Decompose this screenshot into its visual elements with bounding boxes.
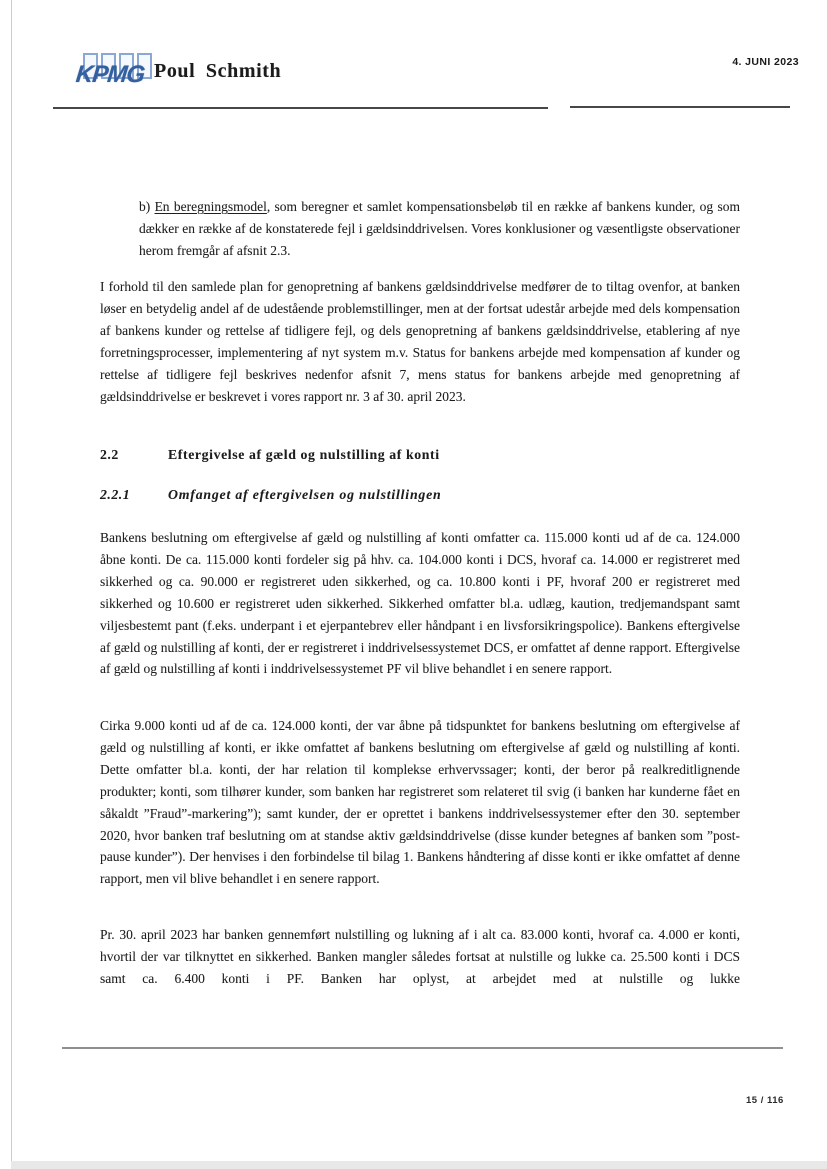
section-number: 2.2.1 — [100, 487, 131, 502]
firm-name: Poul Schmith — [154, 60, 282, 82]
list-item-b-underlined-text: En beregningsmodel — [154, 199, 267, 214]
paragraph-pr-30-april-2023: Pr. 30. april 2023 har banken gennemført nulstilling og lukning af i alt ca. 83.000 konti, hvoraf ca. 4.000 er konti, hvortil der var tilknyttet en sikkerhed. Banken mangler således fortsat at nulstille og lukke ca. 25.500 konti i DCS samt ca. 6.400 konti i PF. Banken har oplyst, at arbejdet med at nulstille og lukke — [100, 927, 740, 986]
list-item-b-marker: b) — [139, 199, 151, 214]
section-number: 2.2 — [100, 447, 119, 462]
section-title: Eftergivelse af gæld og nulstilling af konti — [168, 447, 440, 462]
kpmg-logo — [76, 52, 150, 92]
footer-rule — [62, 1047, 783, 1049]
section-heading-2-2 — [100, 447, 740, 463]
header-rule-right — [570, 106, 790, 108]
header-date: 4. JUNI 2023 — [732, 56, 799, 68]
paragraph-cirka-9000-konti: Cirka 9.000 konti ud af de ca. 124.000 konti, der var åbne på tidspunktet for bankens beslutning om eftergivelse af gæld og nulstilling af konti, er ikke omfattet af bankens beslutning om eftergivelse af gæld og nulstilling af konti. Dette omfatter bl.a. konti, der har relation til komplekse erhvervssager; konti, der beror på realkreditlignende produkter; konti, som tilhører kunder, som banken har registreret som relateret til svig (i banken har kunderne fået en såkaldt ”Fraud”-markering”); samt kunder, der er oprettet i bankens inddrivelsessystemer efter den 30. september 2020, hvor banken traf beslutning om at standse aktiv gældsinddrivelse (disse kunder betegnes af banken som ”post-pause kunder”). Der henvises i den forbindelse til bilag 1. Bankens håndtering af disse konti er ikke omfattet af denne rapport, men vil blive behandlet i en senere rapport. — [100, 718, 740, 887]
list-item-b — [139, 196, 740, 262]
paragraph-genopretning-status: I forhold til den samlede plan for genopretning af bankens gældsinddrivelse medfører de to tiltag ovenfor, at banken løser en betydelig andel af de udestående problemstillinger, men at der fortsat udestår arbejde med dels kompensation af bankens kunder og rettelse af tidligere fejl, og dels genopretning af bankens gældsinddrivelse, etablering af nye forretningsprocesser, implementering af nyt system m.v. Status for bankens arbejde med kompensation af kunder og rettelse af tidligere fejl beskrives nedenfor afsnit 7, mens status for bankens arbejde med genopretning af gældsinddrivelse er beskrevet i vores rapport nr. 3 af 30. april 2023. — [100, 279, 740, 404]
kpmg-logo-text: KPMG — [74, 61, 146, 88]
page-number: 15 / 116 — [746, 1095, 784, 1106]
list-item-b-text: , som beregner et samlet kompensationsbeløb til en række af bankens kunder, og som dækker en række af de konstaterede fejl i gældsinddrivelsen. Vores konklusioner og væsentligste observationer herom fremgår af afsnit 2.3. — [139, 199, 740, 258]
page-edge-left — [11, 0, 12, 1162]
section-heading-2-2-1 — [100, 487, 740, 503]
section-title: Omfanget af eftergivelsen og nulstillingen — [168, 487, 442, 502]
page-edge-bottom — [11, 1161, 827, 1169]
header-rule-left — [53, 107, 548, 109]
paragraph-bankens-beslutning: Bankens beslutning om eftergivelse af gæld og nulstilling af konti omfatter ca. 115.000 konti ud af de ca. 124.000 åbne konti. De ca. 115.000 konti fordeler sig på hhv. ca. 104.000 konti i DCS, hvoraf ca. 14.000 er registreret med sikkerhed og ca. 90.000 er registreret uden sikkerhed, og ca. 10.800 konti i PF, hvoraf 200 er registreret med sikkerhed og 10.600 er registreret uden sikkerhed. Sikkerhed omfatter bl.a. udlæg, kaution, tredjemandspant samt viljesbestemt pant (f.eks. underpant i et ejerpantebrev eller håndpant i en livsforsikringspolice). Bankens eftergivelse af gæld og nulstilling af konti, der er registreret i inddrivelsessystemet DCS, er omfattet af denne rapport. Eftergivelse af gæld og nulstilling af konti i inddrivelsessystemet PF vil blive behandlet i en senere rapport. — [100, 530, 740, 677]
